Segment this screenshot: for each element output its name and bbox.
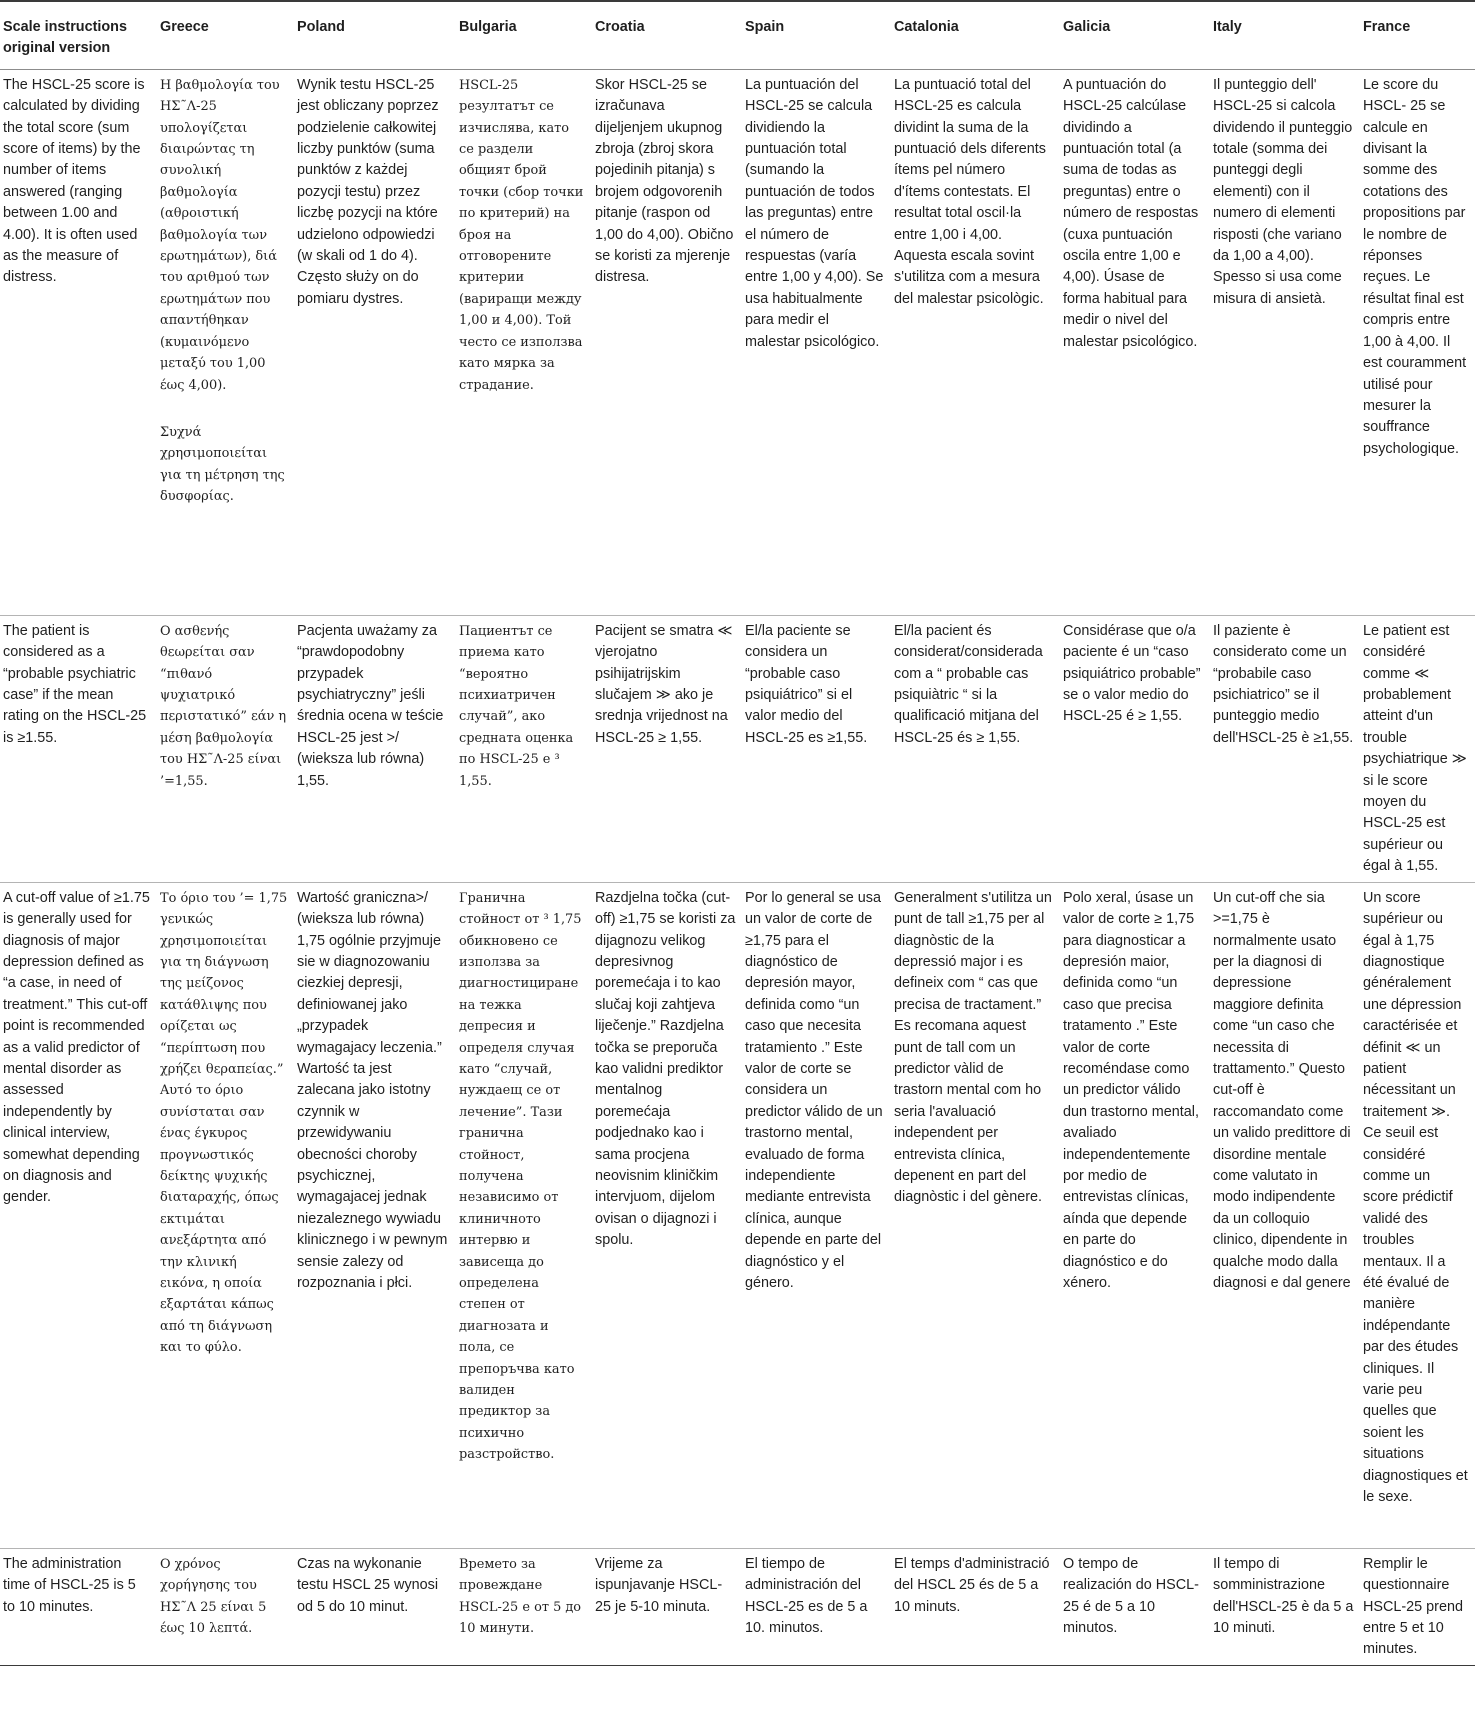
table-cell: Времето за провеждане HSCL-25 е от 5 до 10 минути. xyxy=(456,1548,592,1665)
table-cell: El/la pacient és considerat/considerada com a “ probable cas psiquiàtric “ si la qualificació mitjana del HSCL-25 és ≥ 1,55. xyxy=(891,615,1060,882)
table-cell: Wynik testu HSCL-25 jest obliczany poprzez podzielenie całkowitej liczby punktów (suma punktów z każdej pozycji testu) przez liczbę pozycji na które udzielono odpowiedzi (w skali od 1 do 4). Często służy on do pomiaru dystres. xyxy=(294,69,456,615)
column-header: Poland xyxy=(294,1,456,69)
table-cell: Czas na wykonanie testu HSCL 25 wynosi od 5 do 10 minut. xyxy=(294,1548,456,1665)
table-cell: Remplir le questionnaire HSCL-25 prend entre 5 et 10 minutes. xyxy=(1360,1548,1475,1665)
table-cell: Le patient est considéré comme ≪ probablement atteint d'un trouble psychiatrique ≫ si le score moyen du HSCL-25 est supérieur ou égal à 1,55. xyxy=(1360,615,1475,882)
table-cell: O tempo de realización do HSCL-25 é de 5 a 10 minutos. xyxy=(1060,1548,1210,1665)
table-cell: Il tempo di somministrazione dell'HSCL-25 è da 5 a 10 minuti. xyxy=(1210,1548,1360,1665)
table-cell: El/la paciente se considera un “probable caso psiquiátrico” si el valor medio del HSCL-25 es ≥1,55. xyxy=(742,615,891,882)
column-header: Catalonia xyxy=(891,1,1060,69)
table-cell: Il punteggio dell' HSCL-25 si calcola dividendo il punteggio totale (somma dei punteggi degli elementi) con il numero di elementi risposti (che variano da 1,00 a 4,00). Spesso si usa come misura di ansietà. xyxy=(1210,69,1360,615)
table-cell: Un cut-off che sia >=1,75 è normalmente usato per la diagnosi di depressione maggiore definita come “un caso che necessita di trattamento.” Questo cut-off è raccomandato come un valido predittore di disordine mentale come valutato in modo indipendente da un colloquio clinico, dipendente in qualche modo dalla diagnosi e dal genere xyxy=(1210,882,1360,1548)
table-cell: Il paziente è considerato come un “probabile caso psichiatrico” se il punteggio medio dell'HSCL-25 è ≥1,55. xyxy=(1210,615,1360,882)
column-header: Scale instructions original version xyxy=(0,1,157,69)
column-header: Galicia xyxy=(1060,1,1210,69)
table-cell: A cut-off value of ≥1.75 is generally used for diagnosis of major depression defined as “a case, in need of treatment.” This cut-off point is recommended as a valid predictor of mental disorder as assessed independently by clinical interview, somewhat depending on diagnosis and gender. xyxy=(0,882,157,1548)
table-row xyxy=(0,1548,1475,1665)
table-cell: Considérase que o/a paciente é un “caso psiquiátrico probable” se o valor medio do HSCL-25 é ≥ 1,55. xyxy=(1060,615,1210,882)
table-cell: El tiempo de administración del HSCL-25 es de 5 a 10. minutos. xyxy=(742,1548,891,1665)
table-cell: Ο χρόνος χορήγησης του ΗΣ˜Λ 25 είναι 5 έως 10 λεπτά. xyxy=(157,1548,294,1665)
table-cell: Pacijent se smatra ≪ vjerojatno psihijatrijskim slučajem ≫ ako je srednja vrijednost na HSCL-25 ≥ 1,55. xyxy=(592,615,742,882)
table-cell: Wartość graniczna>/ (wieksza lub równa) 1,75 ogólnie przyjmuje sie w diagnozowaniu ciezkiej depresji, definiowanej jako „przypadek wymagajacy leczenia.” Wartość ta jest zalecana jako istotny czynnik w przewidywaniu obecności choroby psychicznej, wymagajacej jednak niezaleznego wywiadu klinicznego i w pewnym sensie zalezy od rozpoznania i płci. xyxy=(294,882,456,1548)
table-row xyxy=(0,882,1475,1548)
table-cell: Vrijeme za ispunjavanje HSCL-25 je 5-10 minuta. xyxy=(592,1548,742,1665)
table-cell: A puntuación do HSCL-25 calcúlase dividindo a puntuación total (a suma de todas as preguntas) entre o número de respostas (cuxa puntuación oscila entre 1,00 e 4,00). Úsase de forma habitual para medir o nivel del malestar psicológico. xyxy=(1060,69,1210,615)
column-header: Spain xyxy=(742,1,891,69)
table-cell: Razdjelna točka (cut-off) ≥1,75 se koristi za dijagnozu velikog depresivnog poremećaja i to kao slučaj koji zahtjeva liječenje.” Razdjelna točka se preporuča kao validni prediktor mentalnog poremećaja podjednako kao i sama procjena neovisnim kliničkim intervjuom, dijelom ovisan o dijagnozi i spolu. xyxy=(592,882,742,1548)
table-cell: Generalment s'utilitza un punt de tall ≥1,75 per al diagnòstic de la depressió major i es defineix com “ cas que precisa de tractament.” Es recomana aquest punt de tall com un predictor vàlid de trastorn mental com ho seria l'avaluació independent per entrevista clínica, depenent en part del diagnòstic i del gènere. xyxy=(891,882,1060,1548)
column-header: France xyxy=(1360,1,1475,69)
cell-paragraph: Συχνά χρησιμοποιείται για τη μέτρηση της δυσφορίας. xyxy=(160,424,285,505)
table-cell: Το όριο του ’= 1,75 γενικώς χρησιμοποιείται για τη διάγνωση της μείζονος κατάθλιψης που ορίζεται ως “περίπτωση που χρήζει θεραπείας.” Αυτό το όριο συνίσταται σαν ένας έγκυρος προγνωστικός δείκτης ψυχικής διαταραχής, όπως εκτιμάται ανεξάρτητα από την κλινική εικόνα, η οποία εξαρτάται κάπως από τη διάγνωση και το φύλο. xyxy=(157,882,294,1548)
table-cell: Polo xeral, úsase un valor de corte ≥ 1,75 para diagnosticar a depresión maior, definida como “un caso que precisa tratamento .” Este valor de corte recoméndase como un predictor válido dun trastorno mental, avaliado independentemente por medio de entrevistas clínicas, aínda que depende en parte do diagnóstico e do xénero. xyxy=(1060,882,1210,1548)
table-cell: Por lo general se usa un valor de corte de ≥1,75 para el diagnóstico de depresión mayor, definida como “un caso que necesita tratamiento .” Este valor de corte se considera un predictor válido de un trastorno mental, evaluado de forma independiente mediante entrevista clínica, aunque depende en parte del diagnóstico y el género. xyxy=(742,882,891,1548)
table-cell: HSCL-25 резултатът се изчислява, като се раздели общият брой точки (сбор точки по критерий) на броя на отговорените критерии (вариращи между 1,00 и 4,00). Той често се използва като мярка за страдание. xyxy=(456,69,592,615)
table-cell: El temps d'administració del HSCL 25 és de 5 a 10 minuts. xyxy=(891,1548,1060,1665)
table-cell: The administration time of HSCL-25 is 5 to 10 minutes. xyxy=(0,1548,157,1665)
column-header: Italy xyxy=(1210,1,1360,69)
column-header: Greece xyxy=(157,1,294,69)
cell-paragraph: Η βαθμολογία του ΗΣ˜Λ-25 υπολογίζεται διαιρώντας τη συνολική βαθμολογία (αθροιστική βαθμολογία των ερωτημάτων), διά του αριθμού των ερωτημάτων που απαντήθηκαν (κυμαινόμενο μεταξύ του 1,00 έως 4,00). xyxy=(160,77,280,393)
table-cell: La puntuació total del HSCL-25 es calcula dividint la suma de la puntuació dels diferents ítems pel número d'ítems contestats. El resultat total oscil·la entre 1,00 i 4,00. Aquesta escala sovint s'utilitza com a mesura del malestar psicològic. xyxy=(891,69,1060,615)
table-cell: Пациентът се приема като “вероятно психиатричен случай”, ако средната оценка по HSCL-25 е ³ 1,55. xyxy=(456,615,592,882)
table-cell: Skor HSCL-25 se izračunava dijeljenjem ukupnog zbroja (zbroj skora pojedinih pitanja) s brojem odgovorenih pitanje (raspon od 1,00 do 4,00). Obično se koristi za mjerenje distresa. xyxy=(592,69,742,615)
table-cell: Ο ασθενής θεωρείται σαν “πιθανό ψυχιατρικό περιστατικό” εάν η μέση βαθμολογία του ΗΣ˜Λ-25 είναι ’=1,55. xyxy=(157,615,294,882)
table-cell: The patient is considered as a “probable psychiatric case” if the mean rating on the HSCL-25 is ≥1.55. xyxy=(0,615,157,882)
table-cell: The HSCL-25 score is calculated by dividing the total score (sum score of items) by the number of items answered (ranging between 1.00 and 4.00). It is often used as the measure of distress. xyxy=(0,69,157,615)
column-header: Bulgaria xyxy=(456,1,592,69)
table-cell: Un score supérieur ou égal à 1,75 diagnostique généralement une dépression caractérisée et définit ≪ un patient nécessitant un traitement ≫. Ce seuil est considéré comme un score prédictif validé des troubles mentaux. Il a été évalué de manière indépendante par des études cliniques. Il varie peu quelles que soient les situations diagnostiques et le sexe. xyxy=(1360,882,1475,1548)
table-cell: Pacjenta uważamy za “prawdopodobny przypadek psychiatryczny” jeśli średnia ocena w teście HSCL-25 jest >/ (wieksza lub równa) 1,55. xyxy=(294,615,456,882)
table-cell: Гранична стойност от ³ 1,75 обикновено се използва за диагностициране на тежка депресия и определя случая като “случай, нуждаещ се от лечение”. Тази гранична стойност, получена независимо от клиничното интервю и зависеща до определена степен от диагнозата и пола, се препоръчва като валиден предиктор за психично разстройство. xyxy=(456,882,592,1548)
table-cell: Le score du HSCL- 25 se calcule en divisant la somme des cotations des propositions par le nombre de réponses reçues. Le résultat final est compris entre 1,00 à 4,00. Il est couramment utilisé pour mesurer la souffrance psychologique. xyxy=(1360,69,1475,615)
column-header: Croatia xyxy=(592,1,742,69)
table-row xyxy=(0,615,1475,882)
table-row xyxy=(0,69,1475,615)
table-cell: La puntuación del HSCL-25 se calcula dividiendo la puntuación total (sumando la puntuación de todos las preguntas) entre el número de respuestas (varía entre 1,00 y 4,00). Se usa habitualmente para medir el malestar psicológico. xyxy=(742,69,891,615)
table-cell xyxy=(157,69,294,615)
table-header-row xyxy=(0,1,1475,69)
